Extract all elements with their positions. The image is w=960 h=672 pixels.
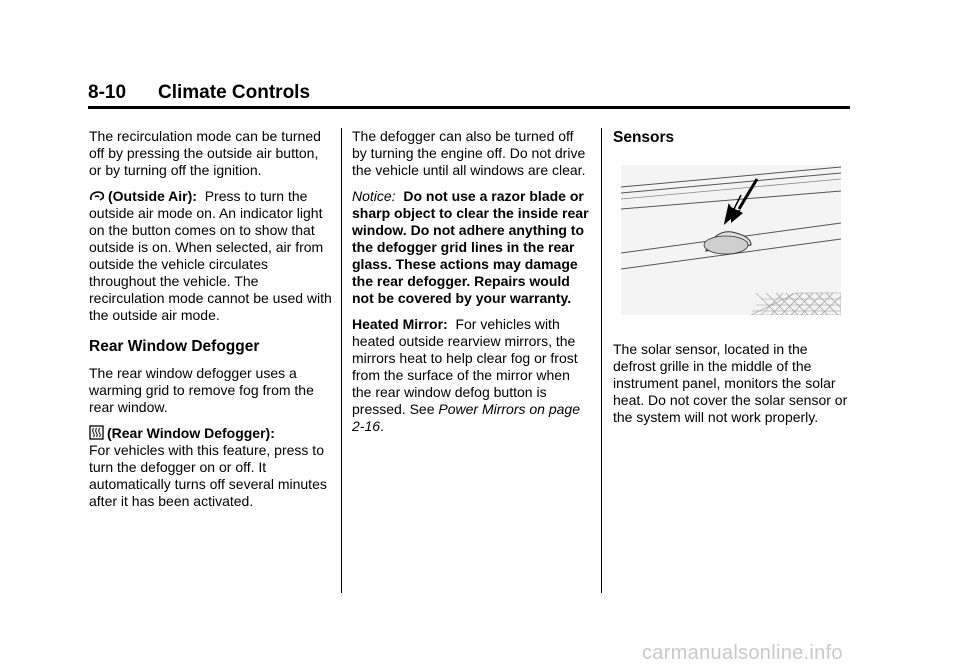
paragraph: The rear window defogger uses a warming grid to remove fog from the rear window. xyxy=(89,365,314,415)
defogger-label: (Rear Window Defogger): xyxy=(107,425,275,441)
column-divider xyxy=(601,128,602,593)
defogger-text: For vehicles with this feature, press to turn the defogger on or off. It automatically turns off several minutes after it has been activated. xyxy=(89,442,327,509)
section-title: Climate Controls xyxy=(158,82,311,103)
heated-mirror-label: Heated Mirror: xyxy=(352,316,448,332)
notice xyxy=(352,188,592,307)
rear-defogger-icon xyxy=(89,425,104,440)
page-header xyxy=(88,82,850,109)
notice-label: Notice: xyxy=(352,188,396,204)
paragraph xyxy=(89,425,334,510)
cross-reference-link[interactable]: Power Mirrors on page 2-16 xyxy=(352,401,581,434)
heated-mirror-text: For vehicles with heated outside rearview mirrors, the mirrors heat to help clear fog or frost from the surface of the mirror when the rear window defog button is pressed. See xyxy=(352,316,578,417)
page-number: 8-10 xyxy=(88,82,127,103)
column-2 xyxy=(352,128,592,444)
paragraph: The recirculation mode can be turned off by pressing the outside air button, or by turning off the ignition. xyxy=(89,128,321,178)
outside-air-text: Press to turn the outside air mode on. An indicator light on the button comes on to show that outside is on. When selected, air from outside the vehicle circulates throughout the vehicle. The recirculation mode cannot be used with the outside air mode. xyxy=(89,188,332,323)
paragraph xyxy=(352,316,592,435)
column-1 xyxy=(89,128,334,519)
paragraph: The defogger can also be turned off by turning the engine off. Do not drive the vehicle until all windows are clear. xyxy=(352,128,586,178)
solar-sensor-illustration xyxy=(621,165,841,315)
section-heading: Rear Window Defogger xyxy=(89,338,260,355)
notice-text: Do not use a razor blade or sharp object to clear the inside rear window. Do not adhere anything to the defogger grid lines in the rear glass. These actions may damage the rear defogger. Repairs would not be covered by your warranty. xyxy=(352,188,589,306)
punctuation: . xyxy=(380,418,384,434)
section-heading: Sensors xyxy=(613,129,675,146)
outside-air-icon xyxy=(89,189,105,203)
column-divider xyxy=(341,128,342,593)
paragraph: The solar sensor, located in the defrost grille in the middle of the instrument panel, monitors the solar heat. Do not cover the solar sensor or the system will not work properly. xyxy=(613,341,848,425)
paragraph xyxy=(89,188,334,324)
column-3 xyxy=(613,128,850,435)
outside-air-label: (Outside Air): xyxy=(108,188,197,204)
watermark: carmanualsonline.info xyxy=(642,642,843,664)
